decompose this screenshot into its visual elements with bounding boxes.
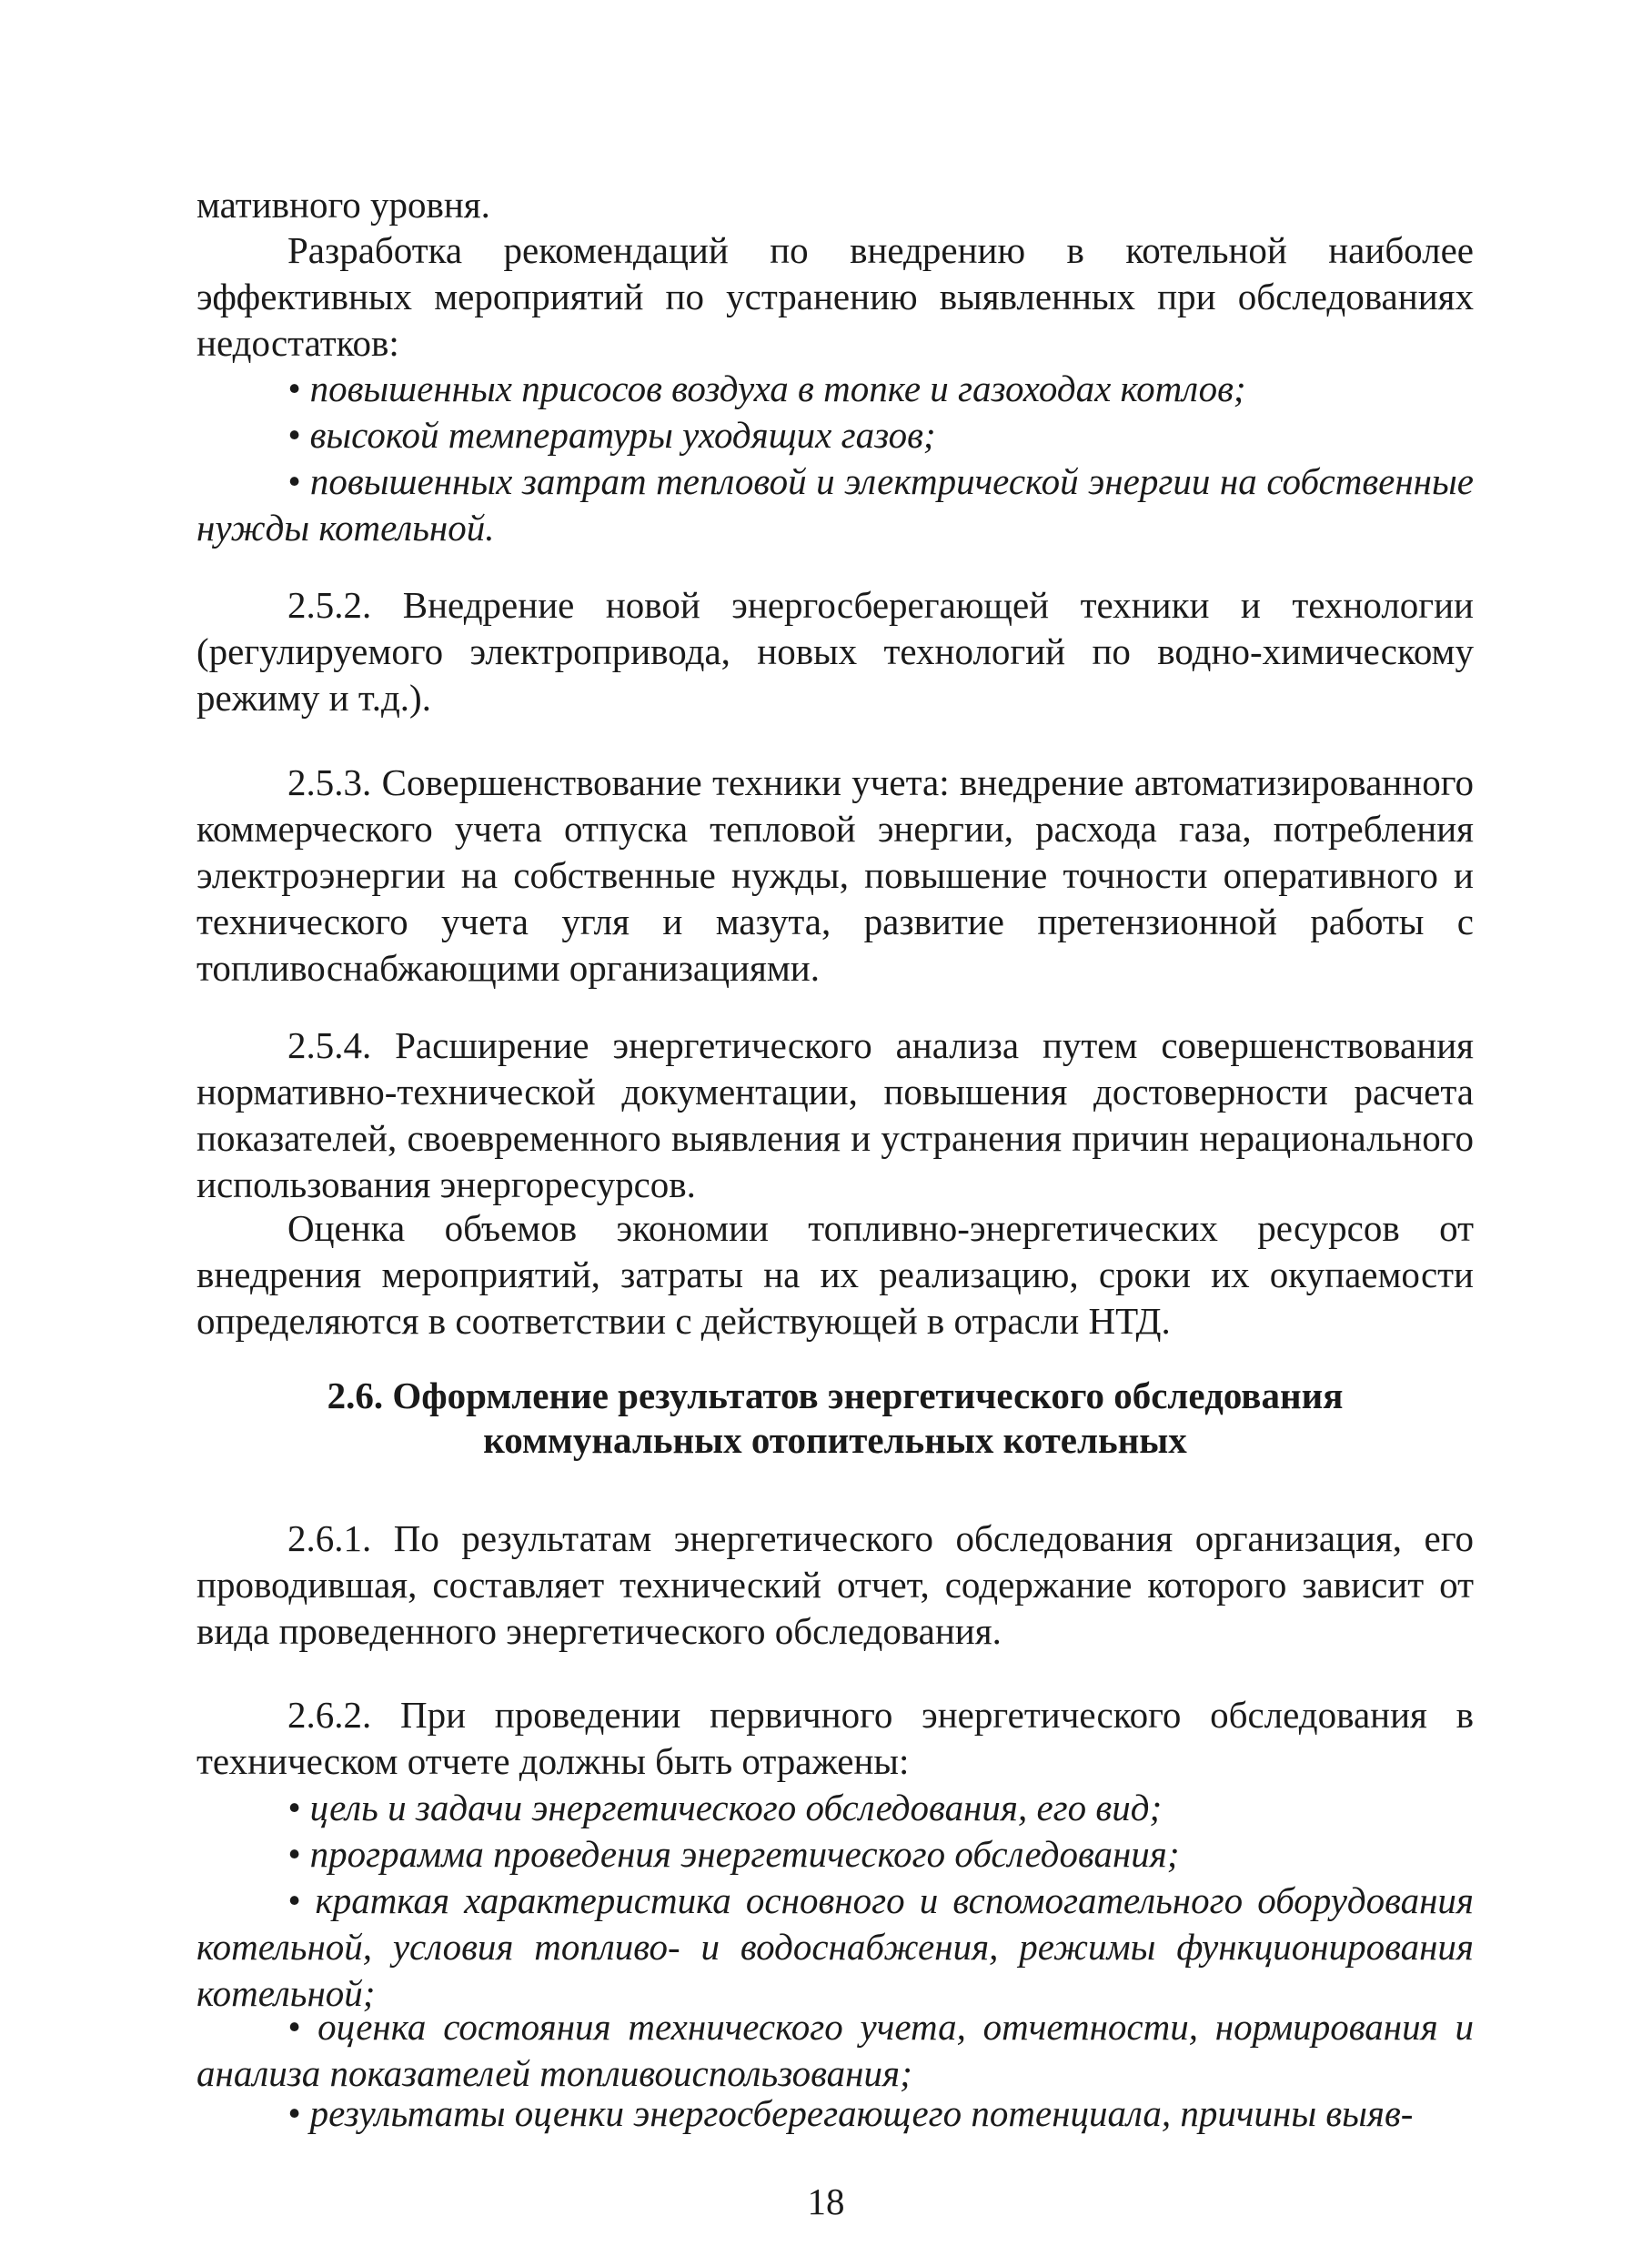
paragraph-estimate: Оценка объемов экономии топливно-энергетических ресурсов от внедрения мероприятий, затраты на их реализацию, сроки их окупаемости определяются в соответствии с действующей в отрасли НТД. [196, 1207, 1474, 1342]
bullet-item: • программа проведения энергетического обследования; [287, 1833, 1180, 1875]
bullet-item: • оценка состояния технического учета, отчетности, нормирования и анализа показателей топливоиспользования; [196, 2006, 1474, 2094]
bullet-item: • высокой температуры уходящих газов; [287, 414, 936, 456]
paragraph-continuation: мативного уровня. [196, 184, 490, 226]
paragraph-2-6-2: 2.6.2. При проведении первичного энергетического обследования в техническом отчете должны быть отражены: [196, 1694, 1474, 1782]
section-heading-line2: коммунальных отопительных котельных [483, 1419, 1187, 1461]
bullet-item: • результаты оценки энергосберегающего потенциала, причины выяв- [287, 2092, 1414, 2134]
paragraph-2-5-3: 2.5.3. Совершенствование техники учета: внедрение автоматизированного коммерческого учета отпуска тепловой энергии, расхода газа, потребления электроэнергии на собственные нужды, повышение точности оперативного и технического учета угля и мазута, развитие претензионной работы с топливоснабжающими организациями. [196, 761, 1474, 989]
paragraph-2-6-1: 2.6.1. По результатам энергетического обследования организация, его проводившая, составляет технический отчет, содержание которого зависит от вида проведенного энергетического обследования. [196, 1517, 1474, 1652]
section-heading-line1: 2.6. Оформление результатов энергетического обследования [327, 1375, 1344, 1416]
paragraph-recommendations: Разработка рекомендаций по внедрению в котельной наиболее эффективных мероприятий по устранению выявленных при обследованиях недостатков: [196, 229, 1474, 364]
bullet-item: • повышенных присосов воздуха в топке и газоходах котлов; [287, 368, 1246, 409]
page-number: 18 [807, 2180, 845, 2222]
bullet-item: • повышенных затрат тепловой и электрической энергии на собственные нужды котельной. [196, 460, 1474, 549]
bullet-item: • цель и задачи энергетического обследования, его вид; [287, 1787, 1163, 1828]
paragraph-2-5-4: 2.5.4. Расширение энергетического анализа путем совершенствования нормативно-технической документации, повышения достоверности расчета показателей, своевременного выявления и устранения причин нерационального использования энергоресурсов. [196, 1024, 1474, 1205]
bullet-item: • краткая характеристика основного и вспомогательного оборудования котельной, условия топливо- и водоснабжения, режимы функционирования котельной; [196, 1879, 1474, 2014]
paragraph-2-5-2: 2.5.2. Внедрение новой энергосберегающей техники и технологии (регулируемого электропривода, новых технологий по водно-химическому режиму и т.д.). [196, 584, 1474, 719]
